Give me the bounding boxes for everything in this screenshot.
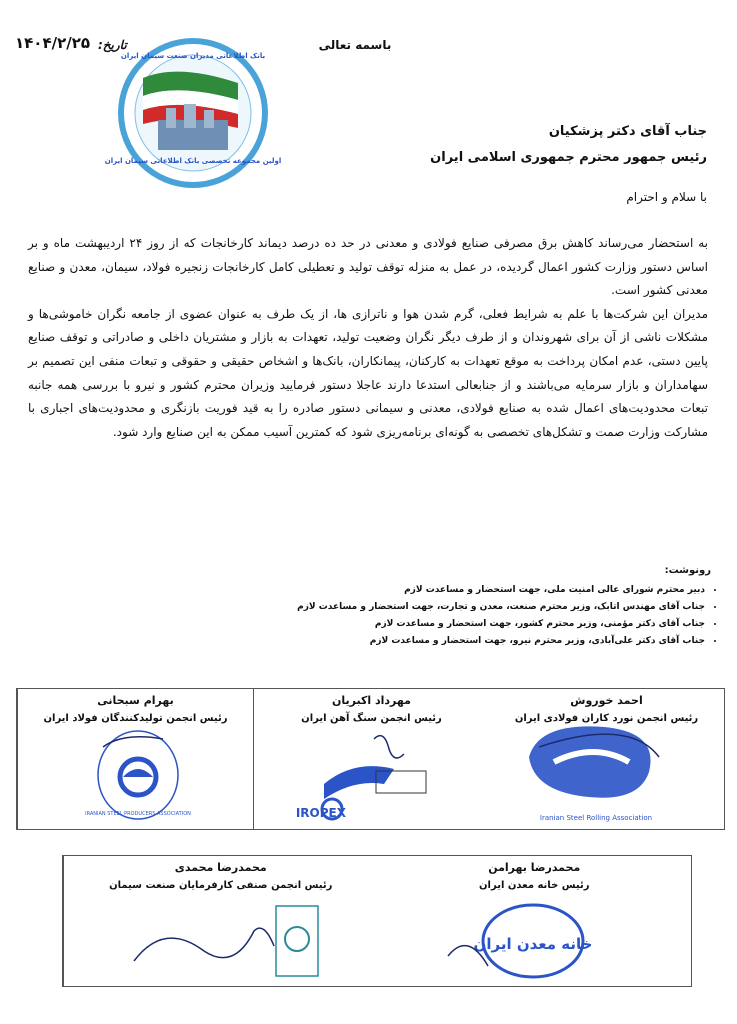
signatory-name: محمدرضا بهرامن [488,861,581,874]
cc-item: • دبیر محترم شورای عالی امنیت ملی، جهت استحضار و مساعدت لازم [145,582,705,599]
signatory-role: رئیس انجمن سنگ آهن ایران [301,713,442,724]
cc-item: • جناب آقای دکتر علی‌آبادی، وزیر محترم نیرو، جهت استحضار و مساعدت لازم [145,633,705,650]
iropex-stamp [295,729,434,827]
cc-list [145,582,719,650]
signatory-name: بهرام سبحانی [97,694,174,707]
body-paragraph-1: به استحضار می‌رساند کاهش برق مصرفی صنایع فولادی و معدنی در حد ده درصد دیماند کارخانجات که از روز ۲۴ اردیبهشت ماه و بر اساس دستور وزارت کشور اعمال گردیده، در عمل به منزله توقف تولید و تعطیلی کامل کارخانجات زنجیره فولاد، سیمان، معدن و صنایع معدنی کشور است. [28,236,708,298]
signatory-name: محمدرضا محمدی [174,861,267,874]
recipient-title: رئیس جمهور محترم جمهوری اسلامی ایران [430,150,707,165]
cc-title: رونوشت: [664,565,711,576]
cc-item: • جناب آقای دکتر مؤمنی، وزیر محترم کشور، جهت استحضار و مساعدت لازم [145,616,705,633]
signatory-role: رئیس خانه معدن ایران [479,880,590,891]
signatory-name: احمد خوروش [570,694,643,707]
steel-rolling-stamp-text: Iranian Steel Rolling Association [539,814,653,822]
mining-house-stamp [438,901,618,981]
logo-caption: اولین مجموعه تخصصی بانک اطلاعاتی سیمان ایران [104,157,282,165]
signature-cell [63,856,378,986]
mining-house-stamp-text: خانه معدن ایران [473,935,592,953]
signature-cell [378,856,692,986]
logo-ring-text: بانک اطلاعاتی مدیران صنعت سیمان ایران [120,52,266,60]
body-paragraph-2: مدیران این شرکت‌ها با علم به شرایط فعلی، گرم شدن هوا و ناترازی ها، از یک طرف به عنوان عضوی از جامعه نگران خاموشی‌ها و مشکلات ناشی از آن برای شهروندان و از طرف دیگر نگران وضعیت تولید، تعهدات به بازار و مشتریان داخلی و صادراتی و توقف صنایع پایین دستی، عدم امکان پرداخت به موقع تعهدات به کارکنان، پیمانکاران، بانک‌ها و اشخاص حقیقی و حقوقی و تبعات منفی این تصمیم بر سهامداران و بازار سرمایه می‌باشند و از جنابعالی استدعا دارند عاجلا دستور فرمایید وزیران محترم کشور و نیرو با بررسی همه جانبه تبعات محدودیت‌های اعمال شده به صنایع فولادی، معدنی و سیمانی دستور صادره را به قید فوریت بازنگری و محدودیت‌های اجباری با مشارکت وزارت صمت و تشکل‌های تخصصی به گونه‌ای برنامه‌ریزی شود که کمترین آسیب ممکن به این صنایع وارد شود. [28,306,708,439]
recipient-name: جناب آقای دکتر پزشکیان [548,124,707,139]
date-value: ۱۴۰۴/۲/۲۵ [15,34,91,52]
signature-cell [253,689,489,829]
signatory-name: مهرداد اکبریان [332,694,411,707]
signatory-role: رئیس انجمن نورد کاران فولادی ایران [514,713,699,724]
signature-cell [489,689,724,829]
iropex-stamp-text: IROPEX [295,806,346,820]
cement-employers-signature [124,901,324,981]
date-label: تاریخ: [98,38,127,52]
steel-producers-stamp-text: IRANIAN STEEL PRODUCERS ASSOCIATION [85,811,191,817]
steel-producers-stamp [85,727,191,822]
signature-table-row-1 [16,688,725,830]
signatory-role: رئیس انجمن تولیدکنندگان فولاد ایران [43,713,228,724]
signature-table-row-2 [62,855,692,987]
letter-heading: باسمه تعالی [318,38,392,52]
steel-rolling-stamp [509,717,684,827]
signatory-role: رئیس انجمن صنفی کارفرمایان صنعت سیمان [109,880,333,891]
greeting: با سلام و احترام [626,190,707,204]
cc-item: • جناب آقای مهندس اتابک، وزیر محترم صنعت، معدن و تجارت، جهت استحضار و مساعدت لازم [145,599,705,616]
letter-body [28,232,708,444]
signature-cell [17,689,253,829]
